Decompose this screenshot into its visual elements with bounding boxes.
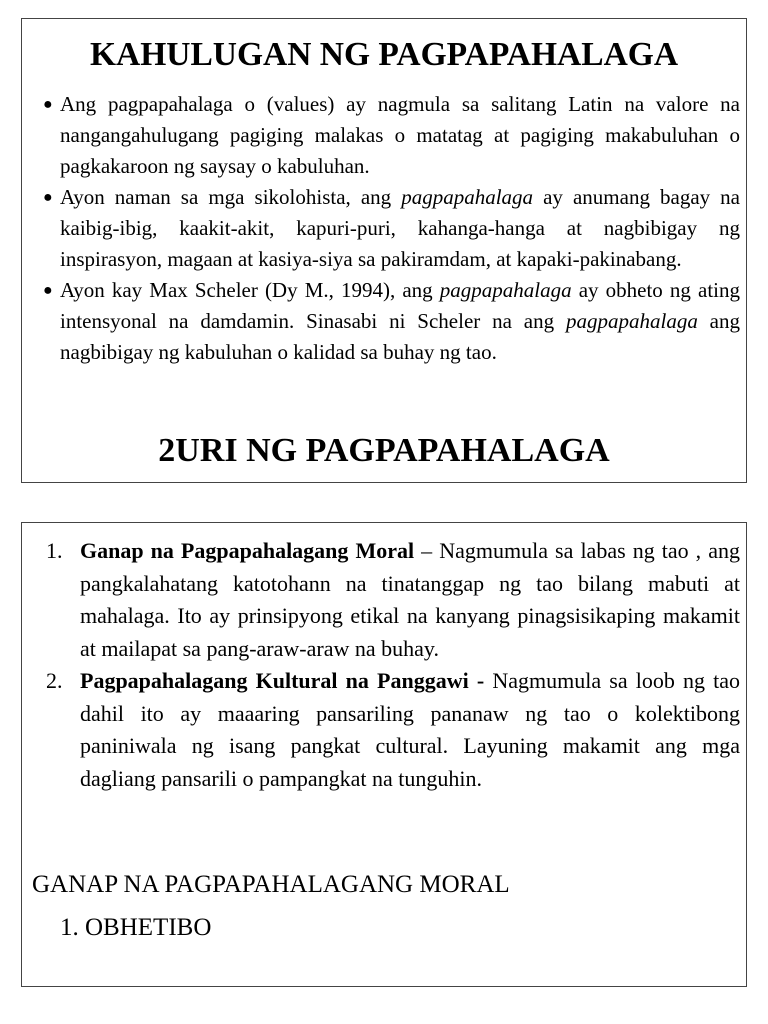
bullet-text: Ang pagpapahalaga o (values) ay nagmula sa salitang Latin na valore na nangangahulugang pagiging malakas o matatag at pagiging makabuluhan o pagkakaroon ng saysay o kabuluhan. [60, 92, 740, 178]
bullet-dot-icon: ● [43, 96, 53, 113]
list-term: Ganap na Pagpapahalagang Moral [80, 538, 415, 563]
slide-uri [21, 522, 747, 987]
bullet-item [22, 89, 748, 182]
bullet-dot-icon: ● [43, 282, 53, 299]
list-marker: 1. [46, 538, 63, 563]
list-term: Pagpapahalagang Kultural na Panggawi [80, 668, 469, 693]
list-description: Nagmumula sa loob ng tao dahil ito ay maaaring pansariling pananaw ng tao o kolektibong paniniwala ng isang pangkat cultural. Layuning makamit ang mga dagliang pansarili o pampangkat na tunguhin. [80, 668, 740, 791]
bullet-emphasis: pagpapahalaga [565, 309, 698, 333]
bullet-dot-icon: ● [43, 189, 53, 206]
slide-title: KAHULUGAN NG PAGPAPAHALAGA [89, 36, 679, 73]
slide-subtitle: 2URI NG PAGPAPAHALAGA [158, 432, 610, 469]
bullet-item [22, 182, 748, 275]
bullet-emphasis: pagpapahalaga [439, 278, 572, 302]
bullet-text: ay obheto ng ating intensyonal na damdamin. Sinasabi ni Scheler na ang [60, 278, 740, 333]
list-marker: 2. [46, 668, 63, 693]
slide-kahulugan [21, 18, 747, 483]
list-item [22, 665, 748, 795]
section-heading: GANAP NA PAGPAPAHALAGANG MORAL [32, 871, 510, 898]
bullet-text: ang nagbibigay ng kabuluhan o kalidad sa buhay ng tao. [60, 309, 741, 364]
section-subitem: 1. OBHETIBO [60, 914, 212, 941]
definition-list [22, 89, 748, 368]
list-separator: – [414, 538, 440, 563]
list-separator: - [468, 668, 493, 693]
bullet-text: Ayon naman sa mga sikolohista, ang [60, 185, 402, 209]
list-description: Nagmumula sa labas ng tao , ang pangkalahatang katotohann na tinatanggap ng tao bilang mabuti at mahalaga. Ito ay prinsipyong etikal na kanyang pinagsisikaping makamit at mailapat sa pang-araw-araw na buhay. [80, 538, 741, 661]
bullet-item [22, 275, 748, 368]
bullet-text: ay anumang bagay na kaibig-ibig, kaakit-akit, kapuri-puri, kahanga-hanga at nagbibigay ng inspirasyon, magaan at kasiya-siya sa pakiramdam, at kapaki-pakinabang. [60, 185, 741, 271]
list-item [22, 535, 748, 665]
bullet-emphasis: pagpapahalaga [401, 185, 534, 209]
types-list [22, 535, 748, 795]
bullet-text: Ayon kay Max Scheler (Dy M., 1994), ang [60, 278, 440, 302]
